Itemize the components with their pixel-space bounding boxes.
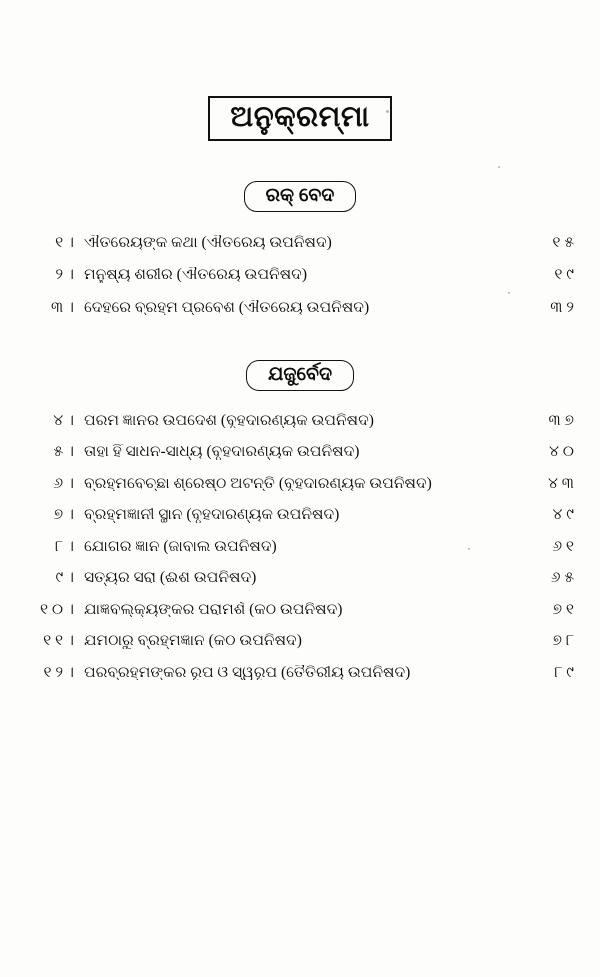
- page-title: ଅନୁକ୍ରମ୍ମା: [208, 96, 391, 141]
- entry-title: ଯୋଗର ଜ୍ଞାନ (ଜାବାଲ ଉପନିଷଦ): [84, 538, 277, 554]
- table-row[interactable]: [26, 625, 574, 657]
- entry-number: ୩ ।: [50, 298, 74, 316]
- entry-page-number: ୪ ୩: [548, 474, 574, 492]
- entry-page-number: ୪ ୦: [548, 443, 574, 460]
- entry-title: ଦେହରେ ବ୍ରହ୍ମ ପ୍ରବେଶ (ଐତରେୟ ଉପନିଷଦ): [84, 299, 370, 315]
- table-row[interactable]: [26, 562, 574, 594]
- entry-number: ୪ ।: [53, 411, 74, 429]
- table-row[interactable]: [26, 405, 574, 437]
- entry-page-number: ୬ ୧: [552, 537, 574, 555]
- entry-number: ୧ ୧ ।: [43, 632, 74, 649]
- entry-title: ବ୍ରହ୍ମବେଚ୍ଛା ଶ୍ରେଷ୍ଠ ଅଟନ୍ତି (ବୃହଦାରଣ୍ୟକ ଉପନିଷଦ): [84, 475, 432, 491]
- entry-page-number: ୧ ୫: [552, 233, 574, 251]
- entry-page-number: ୬ ୫: [550, 569, 574, 586]
- entry-title: ଯାଜ୍ଞବଲ୍କ୍ୟଙ୍କର ପରାମର୍ଶ (କଠ ଉପନିଷଦ): [84, 601, 343, 617]
- table-row[interactable]: [26, 259, 574, 292]
- entry-page-number: ୩ ୭: [548, 411, 574, 429]
- entry-number: ୭ ।: [53, 506, 74, 523]
- toc-list-rigveda: [26, 226, 574, 324]
- entry-number: ୫ ।: [53, 443, 74, 460]
- toc-list-yajurveda: [26, 405, 574, 721]
- title-container: [26, 96, 574, 141]
- table-row[interactable]: [26, 594, 574, 626]
- entry-number: ୨ ।: [55, 266, 74, 283]
- table-row[interactable]: [26, 499, 574, 531]
- entry-title: ବ୍ରହ୍ମଜ୍ଞାନୀ ସ୍ଥାନ (ବୃହଦାରଣ୍ୟକ ଉପନିଷଦ): [84, 507, 340, 523]
- entry-title: ସତ୍ୟର ସରା (ଈଶ ଉପନିଷଦ): [84, 570, 257, 586]
- table-row[interactable]: [26, 531, 574, 563]
- entry-page-number: ୭ ୧: [552, 600, 574, 618]
- section-heading-yajurveda: [26, 360, 574, 391]
- section-heading-label: ରକ୍ ବେଦ: [244, 181, 357, 212]
- entry-number: ୧ ୨ ।: [43, 663, 74, 681]
- table-row[interactable]: [26, 291, 574, 324]
- entry-page-number: ୮ ୯: [554, 663, 574, 681]
- entry-number: ୮ ।: [55, 537, 74, 555]
- table-row[interactable]: [26, 657, 574, 689]
- entry-title: ପରମ ଜ୍ଞାନର ଉପଦେଶ (ବୃହଦାରଣ୍ୟକ ଉପନିଷଦ): [84, 412, 374, 428]
- entry-number: ୬ ।: [53, 474, 74, 492]
- entry-title: ତାହା ହିଁ ସାଧନ-ସାଧ୍ୟ (ବୃହଦାରଣ୍ୟକ ଉପନିଷଦ): [84, 444, 360, 460]
- entry-page-number: ୪ ୯: [552, 506, 574, 523]
- table-row[interactable]: [26, 688, 574, 704]
- entry-number: ୧ ।: [55, 233, 74, 251]
- table-row[interactable]: [26, 468, 574, 500]
- entry-title: ମନୁଷ୍ୟ ଶରୀର (ଐତରେୟ ଉପନିଷଦ): [84, 267, 307, 283]
- entry-page-number: ୧ ୯: [554, 266, 574, 283]
- table-row[interactable]: [26, 226, 574, 259]
- table-row[interactable]: [26, 704, 574, 720]
- section-heading-label: ଯଜୁର୍ବେଦ: [246, 360, 354, 391]
- scan-speck: [498, 166, 500, 168]
- entry-page-number: ୭ ୮: [552, 632, 574, 649]
- document-page: [0, 96, 600, 977]
- entry-number: ୯ ।: [55, 569, 74, 586]
- section-heading-rigveda: [26, 181, 574, 212]
- entry-number: ୧ ୦ ।: [39, 600, 74, 618]
- entry-title: ପରବ୍ରହ୍ମଙ୍କର ରୂପ ଓ ସ୍ୱରୂପ (ତୈତିରୀୟ ଉପନିଷଦ): [84, 664, 411, 680]
- entry-title: ଐତରେୟଙ୍କ କଥା (ଐତରେୟ ଉପନିଷଦ): [84, 234, 332, 250]
- entry-page-number: ୩ ୨: [550, 298, 574, 316]
- entry-title: ଯମଠାରୁ ବ୍ରହ୍ମଜ୍ଞାନ (କଠ ଉପନିଷଦ): [84, 633, 302, 649]
- table-row[interactable]: [26, 436, 574, 468]
